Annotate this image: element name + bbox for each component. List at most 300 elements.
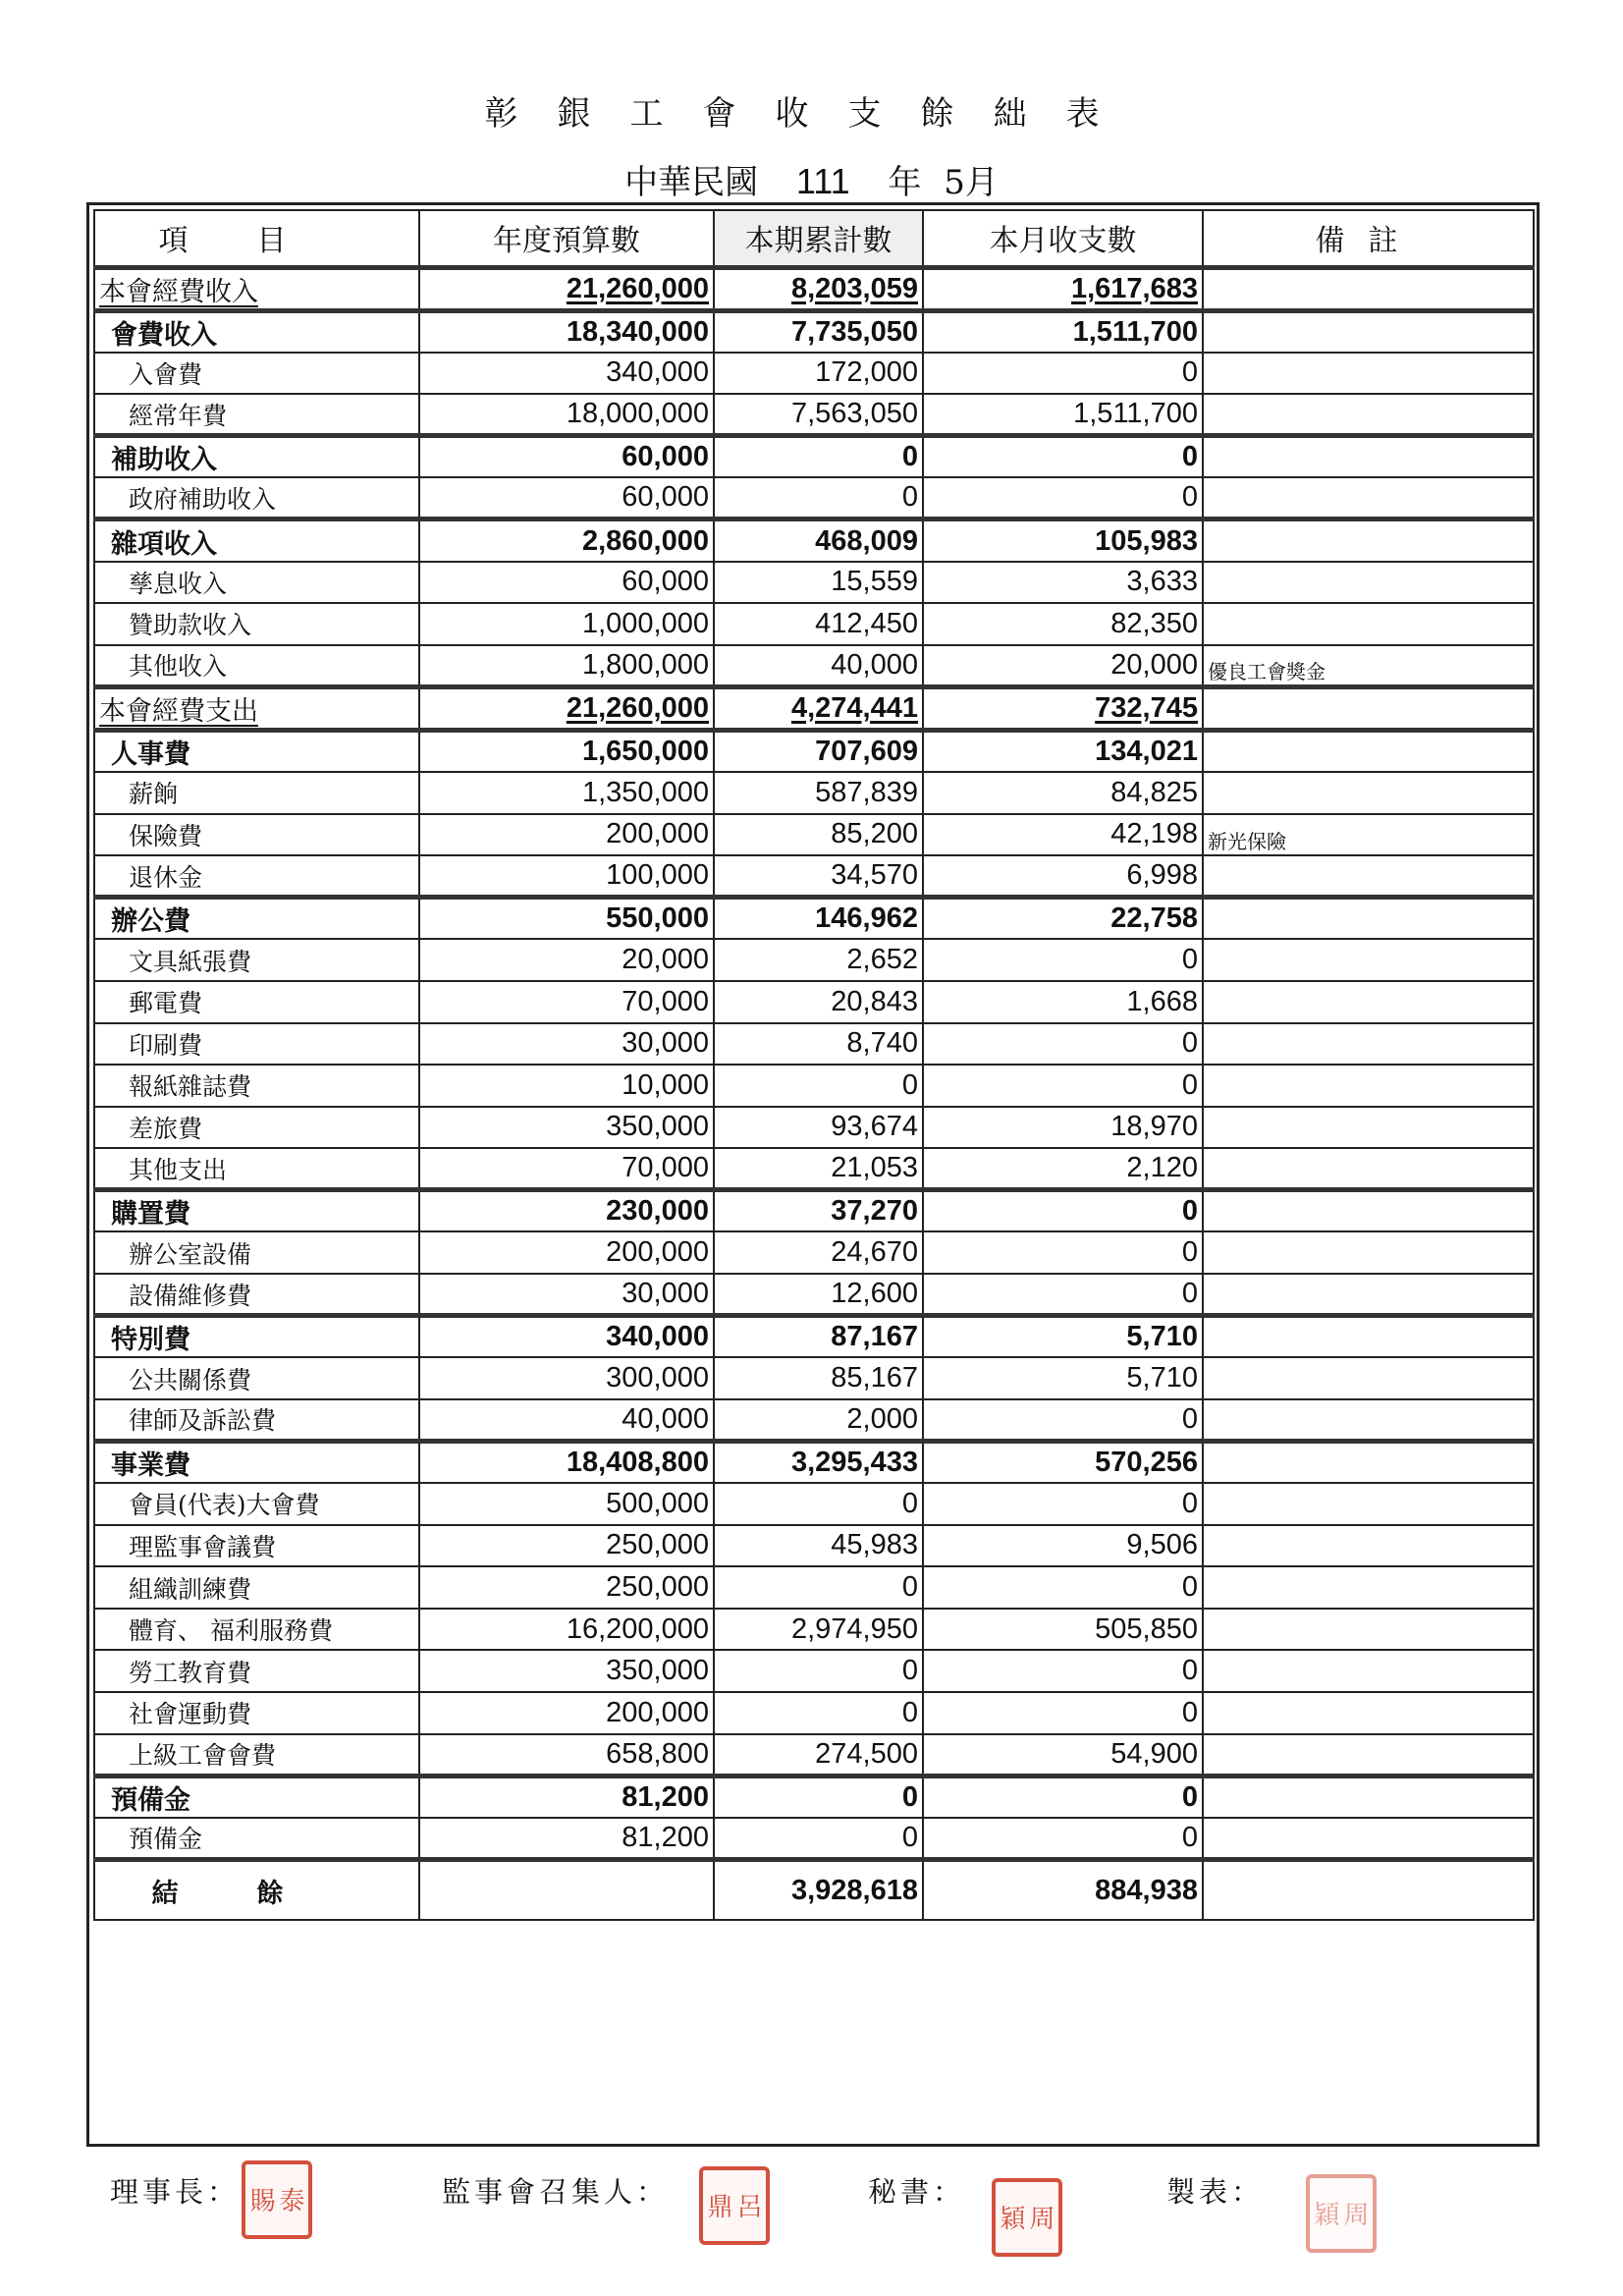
cumulative-amount: 0 [901,1821,918,1853]
row-cumulative-value [714,645,923,687]
row-monthly-value [923,436,1203,478]
row-budget-value [419,1190,714,1232]
row-item-name [94,310,419,353]
cumulative-amount: 3,295,433 [790,1446,918,1478]
row-item-name [94,267,419,310]
row-budget-value [419,603,714,645]
row-cumulative-value [714,1399,923,1442]
row-item-label: 體育、 福利服務費 [129,1616,333,1646]
header-item: 項目 [94,210,419,267]
row-item-name [94,1734,419,1777]
row-monthly-value [923,981,1203,1023]
cumulative-amount: 12,600 [831,1278,918,1310]
monthly-amount: 42,198 [1110,818,1198,850]
row-monthly-value [923,1525,1203,1567]
cumulative-amount: 7,563,050 [790,398,918,430]
row-item-name [94,772,419,814]
monthly-amount: 6,998 [1126,859,1198,892]
row-monthly-value [923,686,1203,730]
row-monthly-value [923,562,1203,604]
row-item-name [94,353,419,395]
monthly-amount: 0 [1181,1821,1198,1853]
row-note [1203,394,1534,436]
row-budget-value [419,353,714,395]
row-item-name [94,1525,419,1567]
row-note [1203,1107,1534,1149]
row-cumulative-value [714,1441,923,1483]
row-monthly-value [923,394,1203,436]
row-note [1203,1023,1534,1066]
total-row [94,1859,1534,1920]
row-item-label: 購置費 [111,1199,190,1230]
item-row [94,1692,1534,1734]
item-row [94,1107,1534,1149]
monthly-amount: 0 [1181,441,1198,473]
row-item-name [94,394,419,436]
row-item-label: 文具紙張費 [129,947,252,976]
header-cumulative: 本期累計數 [714,210,923,267]
item-row [94,645,1534,687]
cumulative-amount: 21,053 [831,1152,918,1184]
row-monthly-value [923,1818,1203,1860]
row-item-label: 辦公室設備 [129,1239,252,1269]
row-item-name [94,1023,419,1066]
row-monthly-value [923,1483,1203,1525]
row-monthly-value [923,477,1203,519]
item-row [94,1566,1534,1609]
row-item-name [94,939,419,981]
row-note [1203,436,1534,478]
cumulative-amount: 0 [901,441,918,473]
row-budget-value [419,1776,714,1818]
total-label: 結餘 [94,1859,419,1920]
row-item-name [94,855,419,898]
item-row [94,1231,1534,1274]
row-cumulative-value [714,1776,923,1818]
budget-amount: 81,200 [622,1780,709,1813]
row-item-name [94,1566,419,1609]
total-monthly: 884,938 [923,1859,1203,1920]
item-row [94,1399,1534,1442]
row-note [1203,1316,1534,1358]
row-note [1203,353,1534,395]
row-note [1203,267,1534,310]
monthly-amount: 0 [1181,944,1198,976]
cumulative-amount: 85,167 [831,1362,918,1394]
row-note [1203,981,1534,1023]
row-note [1203,1483,1534,1525]
monthly-amount: 0 [1181,481,1198,514]
row-monthly-value [923,1190,1203,1232]
row-cumulative-value [714,1231,923,1274]
row-item-name [94,645,419,687]
row-note [1203,1441,1534,1483]
monthly-amount: 2,120 [1126,1152,1198,1184]
row-note [1203,855,1534,898]
cumulative-amount: 8,203,059 [790,272,918,304]
category-row [94,730,1534,772]
row-note [1203,519,1534,562]
row-cumulative-value [714,436,923,478]
row-cumulative-value [714,267,923,310]
row-cumulative-value [714,1023,923,1066]
row-budget-value [419,981,714,1023]
row-monthly-value [923,814,1203,856]
row-note [1203,686,1534,730]
row-item-label: 勞工教育費 [129,1658,252,1687]
report-year: 111 [795,161,850,201]
row-item-label: 會費收入 [111,319,217,351]
row-item-label: 其他支出 [129,1155,228,1184]
cumulative-amount: 468,009 [815,524,918,557]
row-note [1203,1525,1534,1567]
row-budget-value [419,394,714,436]
cumulative-amount: 15,559 [831,566,918,598]
row-item-name [94,436,419,478]
year-suffix: 年 [888,163,922,202]
row-item-label: 人事費 [111,738,190,770]
row-monthly-value [923,1650,1203,1692]
row-budget-value [419,1566,714,1609]
cumulative-amount: 412,450 [815,607,918,639]
row-budget-value [419,436,714,478]
supervisor-seal-icon: 呂 鼎 [699,2166,770,2245]
row-monthly-value [923,603,1203,645]
row-budget-value [419,1525,714,1567]
row-note [1203,562,1534,604]
row-item-label: 社會運動費 [129,1700,252,1729]
document-period [0,155,1623,203]
row-monthly-value [923,267,1203,310]
row-budget-value [419,519,714,562]
row-cumulative-value [714,939,923,981]
row-budget-value [419,1650,714,1692]
monthly-amount: 0 [1181,1068,1198,1101]
row-budget-value [419,1692,714,1734]
row-item-name [94,1818,419,1860]
row-item-label: 設備維修費 [129,1281,252,1310]
budget-amount: 30,000 [622,1278,709,1310]
monthly-amount: 0 [1181,356,1198,389]
monthly-amount: 0 [1181,1236,1198,1269]
row-cumulative-value [714,519,923,562]
row-cumulative-value [714,1609,923,1651]
row-item-label: 預備金 [129,1825,203,1854]
row-item-label: 退休金 [129,862,203,892]
budget-amount: 18,408,800 [566,1446,709,1478]
row-item-name [94,981,419,1023]
row-budget-value [419,1274,714,1316]
row-budget-value [419,1107,714,1149]
section-row [94,686,1534,730]
row-item-name [94,814,419,856]
cumulative-amount: 2,652 [846,944,918,976]
document-title: 彰銀工會收支餘絀表 [484,94,1139,134]
cumulative-amount: 146,962 [815,902,918,935]
row-item-label: 上級工會會費 [129,1741,277,1771]
monthly-amount: 20,000 [1110,648,1198,681]
row-budget-value [419,310,714,353]
cumulative-amount: 2,974,950 [790,1613,918,1645]
cumulative-amount: 587,839 [815,776,918,808]
item-row [94,1818,1534,1860]
row-monthly-value [923,310,1203,353]
row-note [1203,1190,1534,1232]
monthly-amount: 1,511,700 [1073,398,1198,430]
cumulative-amount: 2,000 [846,1402,918,1435]
monthly-amount: 0 [1181,1696,1198,1728]
budget-amount: 21,260,000 [566,272,709,304]
report-month: 5月 [944,163,999,202]
row-note [1203,898,1534,940]
monthly-amount: 0 [1181,1487,1198,1519]
item-row [94,1023,1534,1066]
preparer-seal-icon: 周 穎 [1306,2174,1377,2253]
row-item-name [94,603,419,645]
monthly-amount: 18,970 [1110,1111,1198,1143]
row-cumulative-value [714,1274,923,1316]
row-note [1203,1609,1534,1651]
row-monthly-value [923,1776,1203,1818]
row-item-label: 特別費 [111,1325,190,1356]
row-note [1203,1065,1534,1107]
row-item-name [94,1650,419,1692]
cumulative-amount: 34,570 [831,859,918,892]
monthly-amount: 5,710 [1126,1362,1198,1394]
monthly-amount: 0 [1181,1195,1198,1228]
monthly-amount: 0 [1181,1571,1198,1604]
row-monthly-value [923,855,1203,898]
monthly-amount: 9,506 [1126,1529,1198,1561]
budget-amount: 200,000 [606,1696,709,1728]
row-item-label: 本會經費收入 [99,276,258,307]
row-item-label: 組織訓練費 [129,1574,252,1604]
row-budget-value [419,1441,714,1483]
row-monthly-value [923,730,1203,772]
budget-amount: 250,000 [606,1529,709,1561]
row-item-label: 律師及訴訟費 [129,1406,277,1436]
row-item-label: 雜項收入 [111,528,217,560]
row-cumulative-value [714,855,923,898]
row-budget-value [419,730,714,772]
budget-amount: 16,200,000 [566,1613,709,1645]
row-item-label: 本會經費支出 [99,695,258,727]
budget-amount: 250,000 [606,1571,709,1604]
row-note [1203,772,1534,814]
cumulative-amount: 87,167 [831,1321,918,1353]
row-monthly-value [923,1399,1203,1442]
item-row [94,394,1534,436]
budget-amount: 70,000 [622,985,709,1017]
row-cumulative-value [714,394,923,436]
item-row [94,1483,1534,1525]
signature-area [0,2147,1623,2265]
row-monthly-value [923,1274,1203,1316]
row-budget-value [419,562,714,604]
budget-amount: 60,000 [622,481,709,514]
row-budget-value [419,1357,714,1399]
cumulative-amount: 0 [901,1487,918,1519]
row-cumulative-value [714,981,923,1023]
row-cumulative-value [714,772,923,814]
row-cumulative-value [714,686,923,730]
item-row [94,1609,1534,1651]
cumulative-amount: 274,500 [815,1737,918,1770]
row-budget-value [419,898,714,940]
cumulative-amount: 24,670 [831,1236,918,1269]
row-note [1203,310,1534,353]
row-item-name [94,1357,419,1399]
row-cumulative-value [714,1650,923,1692]
cumulative-amount: 172,000 [815,356,918,389]
row-monthly-value [923,1148,1203,1190]
row-item-label: 差旅費 [129,1114,203,1143]
budget-amount: 20,000 [622,944,709,976]
row-item-name [94,898,419,940]
cumulative-amount: 40,000 [831,648,918,681]
budget-amount: 21,260,000 [566,691,709,724]
row-monthly-value [923,898,1203,940]
budget-amount: 81,200 [622,1821,709,1853]
monthly-amount: 134,021 [1095,735,1198,767]
row-item-label: 公共關係費 [129,1365,252,1394]
cumulative-amount: 0 [901,1780,918,1813]
row-item-name [94,1692,419,1734]
cumulative-amount: 0 [901,1068,918,1101]
header-monthly: 本月收支數 [923,210,1203,267]
row-item-name [94,1399,419,1442]
table-header-row [94,210,1534,267]
row-note: 優良工會獎金 [1203,645,1534,687]
row-monthly-value [923,1566,1203,1609]
item-row [94,603,1534,645]
budget-amount: 100,000 [606,859,709,892]
budget-amount: 340,000 [606,356,709,389]
item-row [94,1650,1534,1692]
row-item-label: 孳息收入 [129,569,228,598]
row-note [1203,1818,1534,1860]
row-item-name [94,1609,419,1651]
row-note [1203,1734,1534,1777]
item-row [94,1357,1534,1399]
row-budget-value [419,1023,714,1066]
budget-amount: 18,000,000 [566,398,709,430]
budget-amount: 658,800 [606,1737,709,1770]
row-cumulative-value [714,1692,923,1734]
row-cumulative-value [714,1107,923,1149]
item-row [94,981,1534,1023]
monthly-amount: 84,825 [1110,776,1198,808]
row-budget-value [419,1316,714,1358]
row-budget-value [419,645,714,687]
budget-amount: 200,000 [606,1236,709,1269]
row-monthly-value [923,939,1203,981]
item-row [94,1274,1534,1316]
row-budget-value [419,686,714,730]
monthly-amount: 82,350 [1110,607,1198,639]
budget-amount: 200,000 [606,818,709,850]
monthly-amount: 0 [1181,1780,1198,1813]
row-item-label: 報紙雜誌費 [129,1072,252,1102]
signature-chairman: 理事長： [110,2175,241,2209]
total-budget [419,1859,714,1920]
row-item-label: 薪餉 [129,780,179,809]
budget-amount: 60,000 [622,566,709,598]
row-note [1203,1357,1534,1399]
monthly-amount: 105,983 [1095,524,1198,557]
row-note [1203,730,1534,772]
row-item-label: 保險費 [129,821,203,850]
monthly-amount: 22,758 [1110,902,1198,935]
total-cumulative: 3,928,618 [714,1859,923,1920]
row-cumulative-value [714,1357,923,1399]
row-monthly-value [923,1023,1203,1066]
row-item-name [94,686,419,730]
row-note [1203,1274,1534,1316]
row-cumulative-value [714,310,923,353]
item-row [94,1734,1534,1777]
cumulative-amount: 93,674 [831,1111,918,1143]
row-item-label: 贊助款收入 [129,611,252,640]
row-budget-value [419,477,714,519]
row-item-name [94,1231,419,1274]
monthly-amount: 570,256 [1095,1446,1198,1478]
row-cumulative-value [714,1566,923,1609]
row-budget-value [419,1065,714,1107]
cumulative-amount: 8,740 [846,1027,918,1060]
budget-amount: 350,000 [606,1111,709,1143]
budget-amount: 350,000 [606,1655,709,1687]
item-row [94,477,1534,519]
row-item-label: 會員(代表)大會費 [129,1491,320,1520]
row-cumulative-value [714,898,923,940]
cumulative-amount: 37,270 [831,1195,918,1228]
monthly-amount: 1,617,683 [1070,272,1198,304]
row-budget-value [419,1818,714,1860]
row-cumulative-value [714,1148,923,1190]
row-item-label: 辦公費 [111,906,190,938]
row-cumulative-value [714,562,923,604]
row-monthly-value [923,1357,1203,1399]
row-item-label: 入會費 [129,359,203,389]
cumulative-amount: 7,735,050 [790,315,918,348]
monthly-amount: 3,633 [1126,566,1198,598]
header-note: 備註 [1203,210,1534,267]
signature-supervisor-convener: 監事會召集人： [442,2175,670,2209]
monthly-amount: 0 [1181,1278,1198,1310]
budget-amount: 550,000 [606,902,709,935]
header-budget: 年度預算數 [419,210,714,267]
row-item-name [94,1274,419,1316]
cumulative-amount: 0 [901,481,918,514]
row-monthly-value [923,1692,1203,1734]
row-monthly-value [923,1107,1203,1149]
row-note [1203,1650,1534,1692]
income-expense-table [93,209,1535,1921]
item-row [94,814,1534,856]
monthly-amount: 0 [1181,1027,1198,1060]
cumulative-amount: 707,609 [815,735,918,767]
row-item-name [94,519,419,562]
row-cumulative-value [714,1316,923,1358]
row-monthly-value [923,353,1203,395]
row-item-name [94,1065,419,1107]
monthly-amount: 1,668 [1126,985,1198,1017]
item-row [94,1525,1534,1567]
category-row [94,1441,1534,1483]
row-item-name [94,730,419,772]
row-note [1203,1776,1534,1818]
